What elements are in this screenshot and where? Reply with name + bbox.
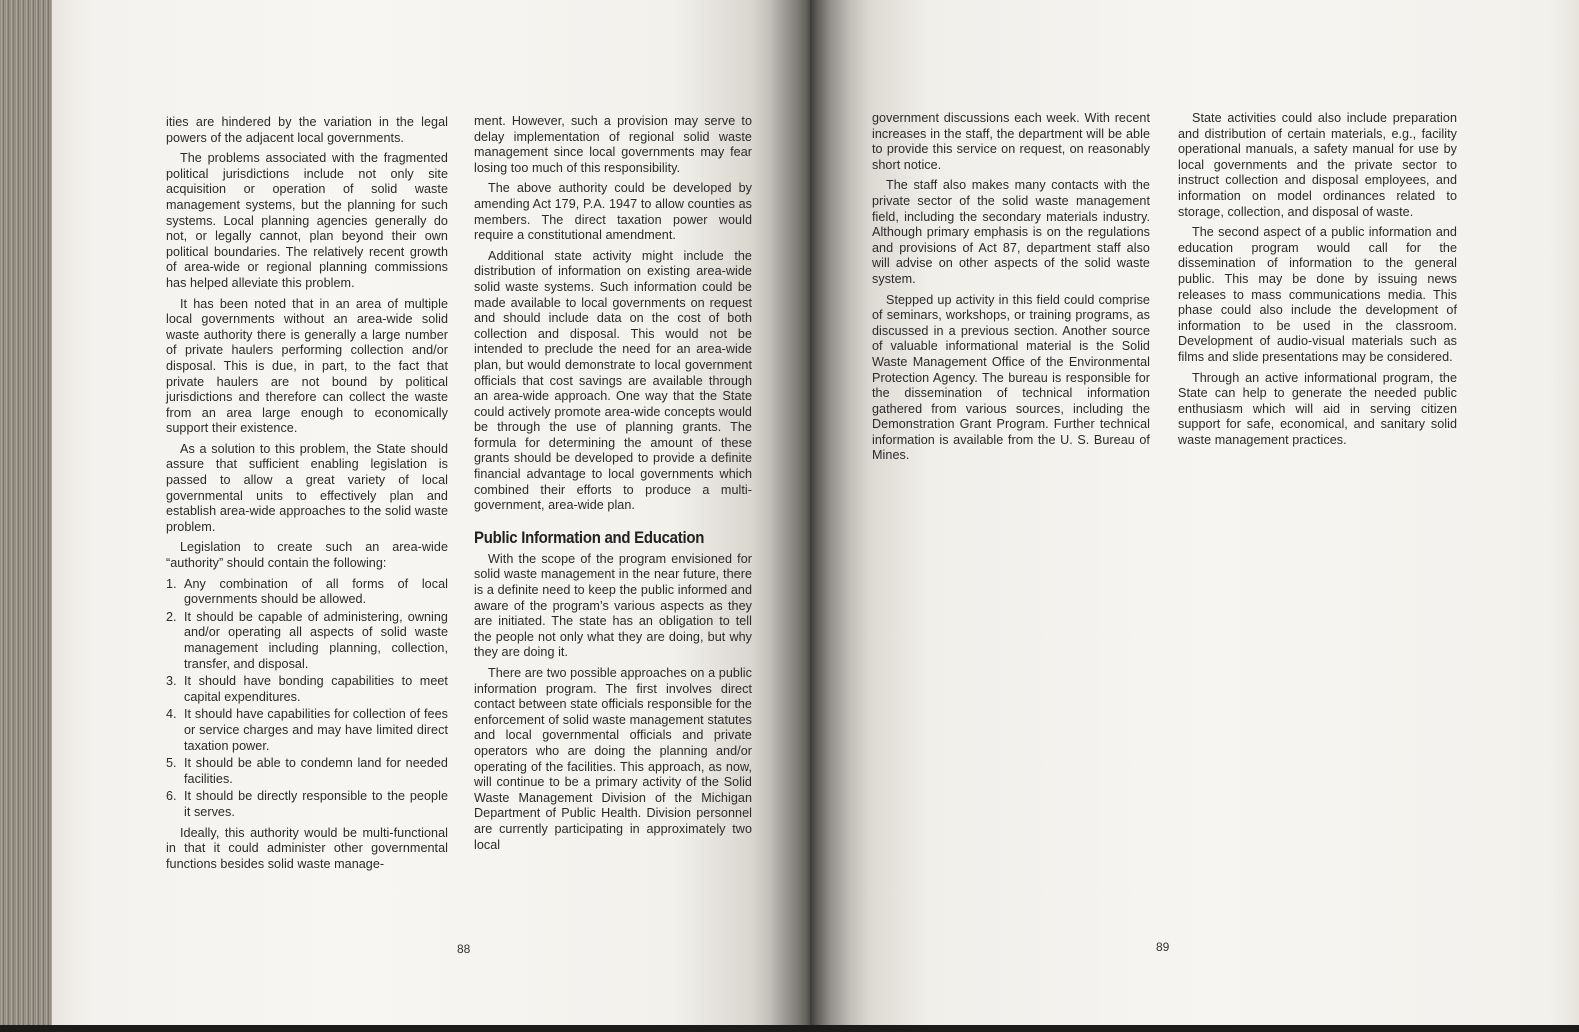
list-text: It should have capabilities for collection of fees or service charges and may have limited direct taxation power. — [184, 707, 448, 753]
list-number: 3. — [166, 674, 177, 689]
paragraph: There are two possible approaches on a public information program. The first involves direct contact between state officials responsible for the enforcement of solid waste management statutes and local governmental officials and private operators who are doing the planning and/or operating of the facilities. This approach, as now, will continue to be a primary activity of the Solid Waste Management Division of the Michigan Department of Public Health. Division personnel are currently participating in approximately two local — [474, 666, 752, 852]
paragraph: As a solution to this problem, the State should assure that sufficient enabling legislation is passed to allow a great variety of local governmental units to effectively plan and establish area-wide approaches to the solid waste problem. — [166, 441, 448, 534]
requirements-list — [166, 577, 448, 821]
paragraph: government discussions each week. With recent increases in the staff, the department will be able to provide this service on request, on reasonably short notice. — [872, 111, 1150, 172]
list-item — [166, 707, 448, 754]
paragraph: It has been noted that in an area of multiple local governments without an area-wide solid waste authority there is generally a large number of private haulers performing collection and/or disposal. This is due, in part, to the fact that private haulers are not bound by political jurisdictions and therefore can collect the waste from an area large enough to economically support their existence. — [166, 296, 448, 436]
paragraph: Through an active informational program, the State can help to generate the needed public enthusiasm which will aid in serving citizen support for safe, economical, and sanitary solid waste management practices. — [1178, 370, 1457, 447]
paragraph: Additional state activity might include the distribution of information on existing area-wide solid waste systems. Such information could be made available to local governments on request and should include data on the cost of both collection and disposal. This would not be intended to preclude the need for an area-wide plan, but would demonstrate to local government officials that cost savings are available through an area-wide approach. One way that the State could actively promote area-wide concepts would be through the use of planning grants. The formula for determining the amount of these grants should be developed to provide a definite financial advantage to local governments which combined their efforts to produce a multi-government, area-wide plan. — [474, 248, 752, 513]
list-number: 2. — [166, 609, 177, 624]
paragraph: Ideally, this authority would be multi-functional in that it could administer other governmental functions besides solid waste manage- — [166, 825, 448, 871]
page-number: 89 — [1156, 940, 1170, 954]
left-column-1 — [166, 115, 448, 877]
list-number: 5. — [166, 756, 177, 771]
paragraph: ment. However, such a provision may serve to delay implementation of regional solid waste management since local governments may fear losing too much of this responsibility. — [474, 114, 752, 175]
list-item — [166, 756, 448, 787]
list-text: It should be able to condemn land for needed facilities. — [184, 756, 448, 786]
left-page — [52, 0, 814, 1025]
list-text: It should be capable of administering, owning and/or operating all aspects of solid waste management including planning, collection, transfer, and disposal. — [184, 609, 448, 671]
paragraph: Stepped up activity in this field could comprise of seminars, workshops, or training programs, as discussed in a previous section. Another source of valuable informational material is the Solid Waste Management Office of the Environmental Protection Agency. The bureau is responsible for the dissemination of technical information gathered from various sources, including the Demonstration Grant Program. Further technical information is available from the U. S. Bureau of Mines. — [872, 292, 1150, 463]
list-text: It should be directly responsible to the people it serves. — [184, 789, 448, 819]
left-column-2 — [474, 114, 752, 858]
right-column-1 — [872, 111, 1150, 469]
section-heading: Public Information and Education — [474, 527, 705, 547]
list-text: Any combination of all forms of local governments should be allowed. — [184, 576, 448, 607]
list-item — [166, 610, 448, 672]
page-number: 88 — [457, 942, 471, 956]
right-column-2 — [1178, 111, 1457, 453]
paragraph: State activities could also include preparation and distribution of certain materials, e.g., facility operational manuals, a safety manual for use by local governments and the private sector to instruct collection and disposal employees, and information on model ordinances related to storage, collection, and disposal of waste. — [1178, 111, 1457, 219]
paragraph: With the scope of the program envisioned for solid waste management in the near future, there is a definite need to keep the public informed and aware of the program’s various aspects as they are initiated. The state has an obligation to tell the people not only what they are doing, but why they are doing it. — [474, 551, 752, 660]
list-item — [166, 789, 448, 820]
right-page — [810, 0, 1579, 1025]
paragraph: The problems associated with the fragmented political jurisdictions include not only site acquisition or operation of solid waste management systems, but the planning for such systems. Local planning agencies generally do not, or legally cannot, plan beyond their own political boundaries. The relatively recent growth of area-wide or regional planning commissions has helped alleviate this problem. — [166, 151, 448, 290]
paragraph: The above authority could be developed by amending Act 179, P.A. 1947 to allow counties as members. The direct taxation power would require a constitutional amendment. — [474, 181, 752, 243]
list-number: 6. — [166, 789, 177, 804]
bottom-edge — [0, 1025, 1579, 1032]
list-item — [166, 674, 448, 705]
paragraph: The staff also makes many contacts with the private sector of the solid waste management field, including the secondary materials industry. Although primary emphasis is on the regulations and provisions of Act 87, department staff also will advise on other aspects of the solid waste system. — [872, 178, 1150, 286]
page-edges — [0, 0, 60, 1032]
list-number: 1. — [166, 576, 177, 591]
list-item — [166, 577, 448, 608]
paragraph: ities are hindered by the variation in the legal powers of the adjacent local governments. — [166, 115, 448, 145]
list-text: It should have bonding capabilities to meet capital expenditures. — [184, 674, 448, 704]
list-number: 4. — [166, 707, 177, 722]
paragraph: The second aspect of a public information and education program would call for the dissemination of information to the general public. This may be done by issuing news releases to mass communications media. This phase could also include the development of information to be used in the classroom. Development of audio-visual materials such as films and slide presentations may be considered. — [1178, 225, 1457, 364]
paragraph: Legislation to create such an area-wide “authority” should contain the following: — [166, 540, 448, 571]
